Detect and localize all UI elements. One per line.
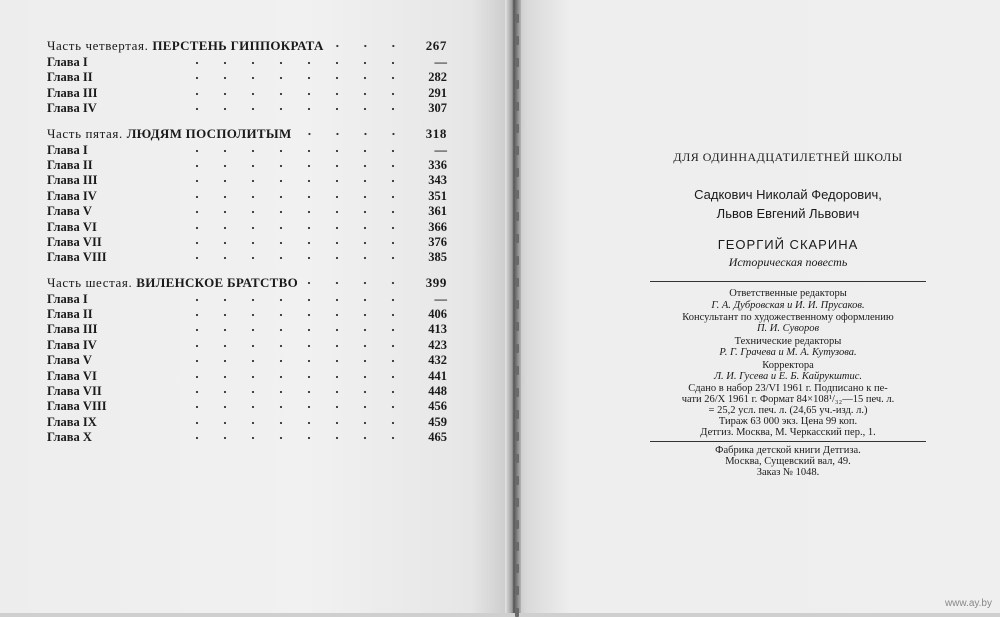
toc-page-number: 423 <box>428 337 447 352</box>
toc-chapter-row <box>47 101 447 116</box>
toc-chapter-label: Глава I <box>47 55 88 69</box>
toc-chapter-label: Глава I <box>47 142 88 157</box>
author-line-2: Львов Евгений Львович <box>716 206 860 221</box>
toc-page-number: 456 <box>428 399 447 414</box>
toc-chapter-row <box>47 430 447 445</box>
toc-chapter-label: Глава VIII <box>47 250 107 265</box>
toc-chapter-row <box>47 189 447 204</box>
toc-chapter-row <box>47 158 447 173</box>
toc-chapter-label: Глава VI <box>47 219 97 234</box>
toc-chapter-label: Глава VI <box>47 368 97 383</box>
toc-page-number: 413 <box>428 322 447 337</box>
stitch-mark <box>515 520 519 529</box>
stitch-mark <box>515 542 519 551</box>
stitch-mark <box>515 80 519 89</box>
toc-part-title: ВИЛЕНСКОЕ БРАТСТВО <box>136 274 299 290</box>
toc-leader-dots <box>334 43 407 49</box>
toc-gap <box>47 266 447 275</box>
toc-chapter-label: Глава III <box>47 173 98 188</box>
stitch-mark <box>515 366 519 375</box>
toc-page-number: 366 <box>428 219 447 234</box>
stitch-mark <box>515 102 519 111</box>
stitch-mark <box>515 234 519 243</box>
toc-chapter-label: Глава VII <box>47 234 102 249</box>
toc-chapter-row <box>47 338 447 353</box>
stitch-mark <box>515 344 519 353</box>
toc-leader-dots <box>192 75 407 81</box>
toc-page-number: 307 <box>428 101 447 116</box>
stitch-mark <box>515 454 519 463</box>
toc-chapter-row <box>47 204 447 219</box>
toc-leader-dots <box>192 148 407 154</box>
toc-leader-dots <box>192 343 407 349</box>
stitch-mark <box>515 124 519 133</box>
toc-chapter-label: Глава IV <box>47 101 97 116</box>
toc-page-number: 282 <box>428 70 447 85</box>
toc-chapter-label: Глава II <box>47 307 93 322</box>
art-consultant-name: П. И. Суворов <box>756 323 820 334</box>
toc-chapter-row <box>47 70 447 85</box>
toc-chapter-row <box>47 86 447 101</box>
stitch-mark <box>515 190 519 199</box>
toc-page-number: 343 <box>428 173 447 188</box>
toc-chapter-label: Глава I <box>47 291 88 306</box>
editors-names: Г. А. Дубровская и И. И. Прусаков. <box>711 300 865 311</box>
print-info-line-4: Тираж 63 000 экз. Цена 99 коп. <box>718 416 858 427</box>
toc-chapter-label: Глава V <box>47 353 92 368</box>
editors-heading: Ответственные редакторы <box>729 288 847 299</box>
art-consultant-heading: Консультант по художественному оформлению <box>682 312 894 323</box>
stitch-mark <box>515 498 519 507</box>
toc-part-number: Часть пятая. <box>47 125 123 141</box>
stitch-mark <box>515 586 519 595</box>
stitch-mark <box>515 432 519 441</box>
stitch-mark <box>515 476 519 485</box>
toc-leader-dots <box>192 106 407 112</box>
proofreaders-heading: Корректора <box>762 360 814 371</box>
toc-leader-dots <box>192 312 407 318</box>
toc-leader-dots <box>192 163 407 169</box>
print-info-line-5: Детгиз. Москва, М. Черкасский пер., 1. <box>700 427 876 438</box>
toc-page-number: — <box>434 55 447 69</box>
stitch-mark <box>515 58 519 67</box>
toc-leader-dots <box>192 404 407 410</box>
stitch-mark <box>515 278 519 287</box>
toc-chapter-row <box>47 322 447 337</box>
toc-chapter-label: Глава IV <box>47 337 97 352</box>
toc-chapter-row <box>47 250 447 265</box>
tech-editors-heading: Технические редакторы <box>734 336 842 347</box>
toc-page-number: 291 <box>428 85 447 100</box>
toc-leader-dots <box>192 178 407 184</box>
imprint-rule-top <box>650 281 926 282</box>
factory-line-2: Москва, Сущевский вал, 49. <box>725 456 851 467</box>
toc-leader-dots <box>302 131 407 137</box>
toc-part-title: ЛЮДЯМ ПОСПОЛИТЫМ <box>126 125 292 141</box>
tech-editors-names: Р. Г. Грачева и М. А. Кутузова. <box>719 347 857 358</box>
toc-chapter-label: Глава VII <box>47 384 102 399</box>
stitch-mark <box>515 212 519 221</box>
table-of-contents <box>47 38 447 446</box>
toc-part-row <box>47 275 447 292</box>
toc-leader-dots <box>192 60 407 66</box>
toc-page-number: 432 <box>428 353 447 368</box>
stitch-mark <box>515 256 519 265</box>
stitch-mark <box>515 14 519 23</box>
toc-chapter-label: Глава IX <box>47 414 97 429</box>
audience-note: ДЛЯ ОДИННАДЦАТИЛЕТНЕЙ ШКОЛЫ <box>673 150 903 164</box>
toc-page-number: 465 <box>428 430 447 445</box>
toc-part-row <box>47 38 447 55</box>
toc-chapter-label: Глава III <box>47 85 98 100</box>
stitch-mark <box>515 410 519 419</box>
toc-gap <box>47 117 447 126</box>
toc-chapter-row <box>47 173 447 188</box>
toc-page-number: 448 <box>428 384 447 399</box>
toc-chapter-row <box>47 55 447 70</box>
toc-leader-dots <box>192 358 407 364</box>
toc-chapter-row <box>47 415 447 430</box>
imprint-rule-bottom <box>650 441 926 442</box>
toc-leader-dots <box>192 435 407 441</box>
toc-chapter-row <box>47 292 447 307</box>
toc-page-number: 441 <box>428 368 447 383</box>
print-info-line-3: = 25,2 усл. печ. л. (24,65 уч.-изд. л.) <box>708 405 868 416</box>
toc-page-number: 399 <box>425 274 447 290</box>
toc-chapter-row <box>47 369 447 384</box>
toc-chapter-row <box>47 399 447 414</box>
toc-page-number: 376 <box>428 234 447 249</box>
toc-leader-dots <box>192 327 407 333</box>
toc-chapter-label: Глава II <box>47 70 93 85</box>
toc-page-number: 336 <box>428 157 447 172</box>
print-info-line-2: чати 26/X 1961 г. Формат 84×108¹/₃₂—15 печ. л. <box>681 394 895 405</box>
stitch-mark <box>515 564 519 573</box>
stitch-mark <box>515 322 519 331</box>
toc-leader-dots <box>192 91 407 97</box>
stitch-mark <box>515 36 519 45</box>
stitch-mark <box>515 388 519 397</box>
book-title: ГЕОРГИЙ СКАРИНА <box>717 237 859 252</box>
toc-chapter-row <box>47 384 447 399</box>
toc-part-label <box>47 38 324 54</box>
toc-leader-dots <box>192 374 407 380</box>
stitch-mark <box>515 146 519 155</box>
toc-part-label <box>47 275 298 291</box>
toc-leader-dots <box>192 225 407 231</box>
factory-line-3: Заказ № 1048. <box>756 467 820 478</box>
toc-chapter-label: Глава VIII <box>47 399 107 414</box>
toc-chapter-label: Глава V <box>47 204 92 219</box>
watermark: www.ay.by <box>944 598 992 609</box>
toc-leader-dots <box>192 209 407 215</box>
toc-chapter-row <box>47 353 447 368</box>
toc-page-number: 385 <box>428 250 447 265</box>
toc-leader-dots <box>192 194 407 200</box>
toc-chapter-label: Глава III <box>47 322 98 337</box>
toc-leader-dots <box>192 420 407 426</box>
stitch-mark <box>515 300 519 309</box>
book-genre: Историческая повесть <box>728 255 848 269</box>
toc-chapter-row <box>47 307 447 322</box>
toc-page-number: 361 <box>428 204 447 219</box>
toc-part-row <box>47 126 447 143</box>
toc-leader-dots <box>192 255 407 261</box>
toc-leader-dots <box>192 389 407 395</box>
author-line-1: Садкович Николай Федорович, <box>694 187 882 202</box>
toc-leader-dots <box>192 240 407 246</box>
toc-part-title: ПЕРСТЕНЬ ГИППОКРАТА <box>152 38 324 53</box>
toc-page-number: 351 <box>428 188 447 203</box>
toc-chapter-row <box>47 220 447 235</box>
factory-line-1: Фабрика детской книги Детгиза. <box>715 445 861 456</box>
toc-part-label <box>47 126 292 142</box>
toc-chapter-label: Глава IV <box>47 188 97 203</box>
toc-page-number: — <box>434 291 447 306</box>
toc-chapter-label: Глава II <box>47 157 93 172</box>
print-info-line-1: Сдано в набор 23/VI 1961 г. Подписано к пе- <box>688 383 888 394</box>
stitch-mark <box>515 168 519 177</box>
toc-leader-dots <box>308 280 407 286</box>
toc-page-number: 406 <box>428 307 447 322</box>
toc-leader-dots <box>192 297 407 303</box>
toc-page-number: 318 <box>425 125 447 141</box>
toc-chapter-row <box>47 143 447 158</box>
toc-page-number: 459 <box>428 414 447 429</box>
toc-page-number: 267 <box>425 38 447 53</box>
proofreaders-names: Л. И. Гусева и Е. Б. Кайрукштис. <box>713 371 863 382</box>
toc-part-number: Часть четвертая. <box>47 38 149 53</box>
toc-page-number: — <box>434 142 447 157</box>
toc-chapter-row <box>47 235 447 250</box>
toc-part-number: Часть шестая. <box>47 274 133 290</box>
toc-chapter-label: Глава X <box>47 430 92 445</box>
